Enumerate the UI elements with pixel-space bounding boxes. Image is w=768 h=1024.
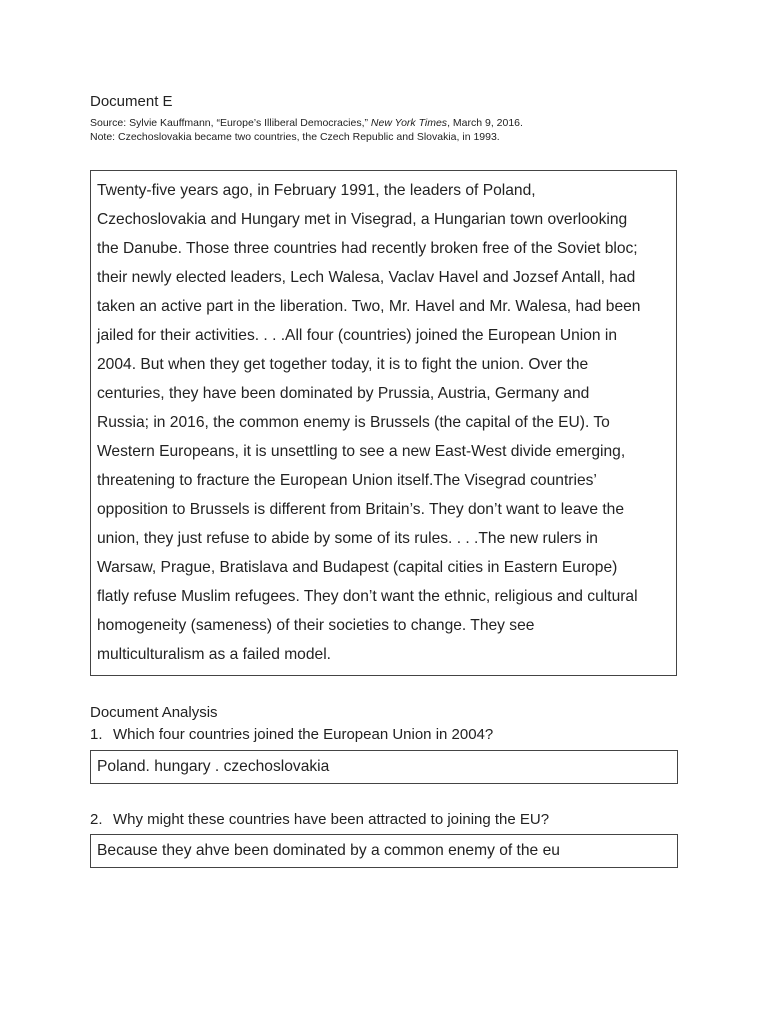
question-1-number: 1. (90, 726, 103, 743)
excerpt-line: Warsaw, Prague, Bratislava and Budapest (capital cities in Eastern Europe) (97, 559, 618, 576)
excerpt-line: taken an active part in the liberation. Two, Mr. Havel and Mr. Walesa, had been (97, 298, 641, 315)
excerpt-box (90, 170, 677, 676)
excerpt-line: their newly elected leaders, Lech Walesa, Vaclav Havel and Jozsef Antall, had (97, 269, 636, 286)
excerpt-line: union, they just refuse to abide by some of its rules. . . .The new rulers in (97, 530, 598, 547)
excerpt-line: Russia; in 2016, the common enemy is Brussels (the capital of the EU). To (97, 414, 610, 431)
question-2 (90, 811, 549, 829)
answer-1-field[interactable]: Poland. hungary . czechoslovakia (90, 750, 678, 784)
excerpt-line: Czechoslovakia and Hungary met in Visegrad, a Hungarian town overlooking (97, 211, 628, 228)
excerpt-line: flatly refuse Muslim refugees. They don’t want the ethnic, religious and cultural (97, 588, 638, 605)
historical-note: Note: Czechoslovakia became two countries, the Czech Republic and Slovakia, in 1993. (90, 131, 500, 143)
excerpt-line: Twenty-five years ago, in February 1991, the leaders of Poland, (97, 182, 536, 199)
excerpt-line: multiculturalism as a failed model. (97, 646, 331, 663)
excerpt-line: centuries, they have been dominated by Prussia, Austria, Germany and (97, 385, 590, 402)
source-prefix: Source: Sylvie Kauffmann, “Europe’s Illiberal Democracies,” (90, 117, 371, 129)
analysis-section-title: Document Analysis (90, 704, 218, 721)
question-1 (90, 726, 493, 744)
excerpt-line: jailed for their activities. . . .All four (countries) joined the European Union in (97, 327, 618, 344)
excerpt-line: the Danube. Those three countries had recently broken free of the Soviet bloc; (97, 240, 638, 257)
source-publication: New York Times (370, 117, 448, 129)
question-1-text: Which four countries joined the European Union in 2004? (113, 726, 494, 743)
question-2-text: Why might these countries have been attracted to joining the EU? (113, 811, 550, 828)
excerpt-line: threatening to fracture the European Union itself.The Visegrad countries’ (97, 472, 597, 489)
excerpt-line: homogeneity (sameness) of their societies to change. They see (97, 617, 535, 634)
excerpt-line: 2004. But when they get together today, it is to fight the union. Over the (97, 356, 589, 373)
excerpt-line: opposition to Brussels is different from Britain’s. They don’t want to leave the (97, 501, 625, 518)
answer-2-field[interactable]: Because they ahve been dominated by a common enemy of the eu (90, 834, 678, 868)
question-2-number: 2. (90, 811, 103, 828)
document-title: Document E (90, 93, 173, 110)
source-suffix: , March 9, 2016. (447, 117, 523, 129)
source-citation (90, 116, 523, 130)
excerpt-line: Western Europeans, it is unsettling to see a new East-West divide emerging, (97, 443, 626, 460)
